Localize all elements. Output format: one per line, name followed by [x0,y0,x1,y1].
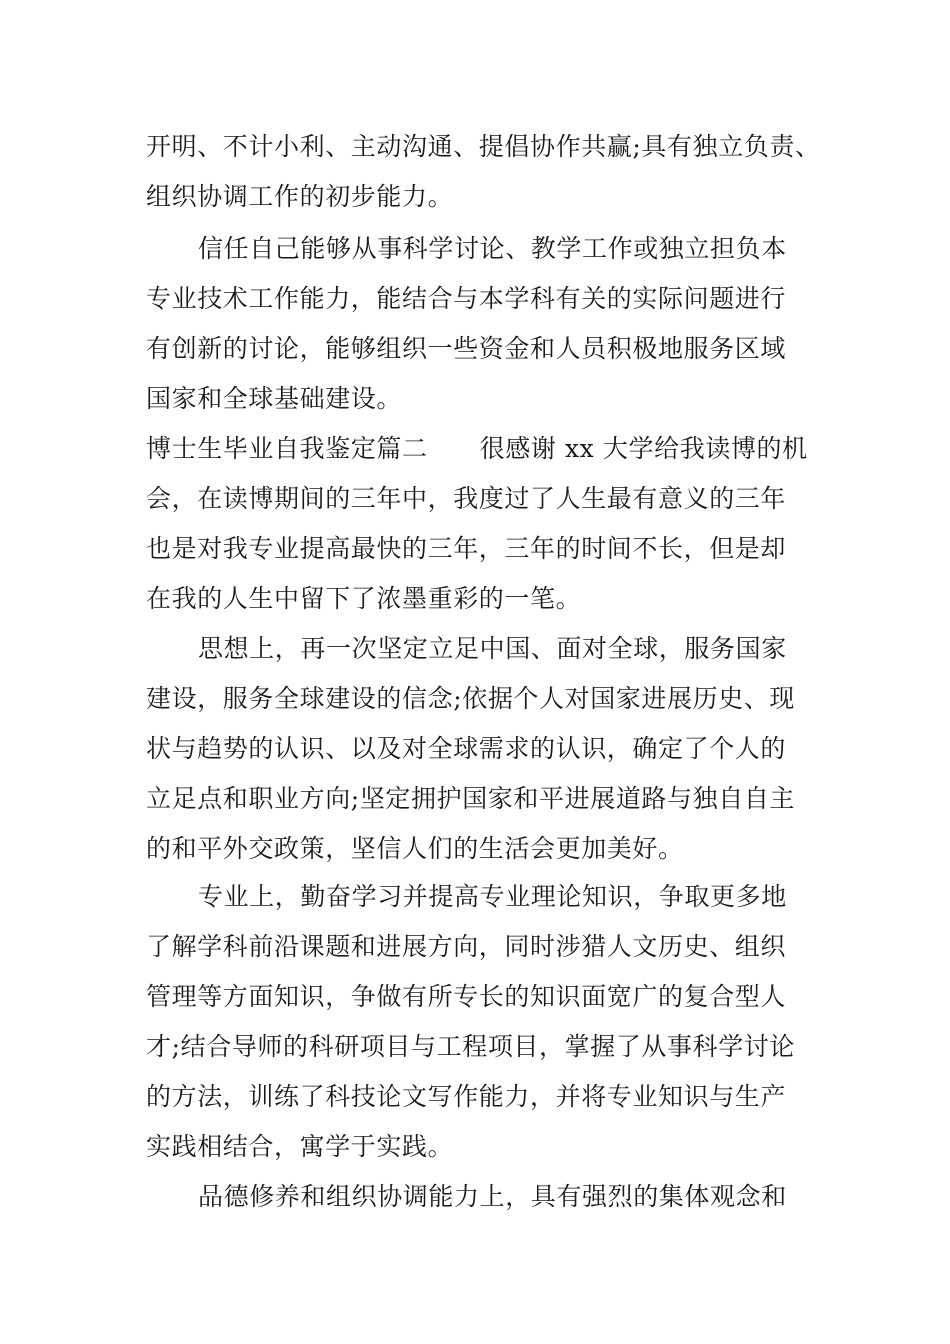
section-heading-line [146,432,808,466]
text-line: 组织协调工作的初步能力。 [146,182,454,211]
paragraph-start: 专业上，勤奋学习并提高专业理论知识，争取更多地 [198,882,787,911]
text-line: 才;结合导师的科研项目与工程项目，掌握了从事科学讨论 [146,1032,796,1061]
text-line: 开明、不计小利、主动沟通、提倡协作共赢;具有独立负责、 [146,132,821,161]
text-line: 管理等方面知识，争做有所专长的知识面宽广的复合型人 [146,982,787,1011]
paragraph-start: 思想上，再一次坚定立足中国、面对全球，服务国家 [198,634,787,663]
text-line: 的方法，训练了科技论文写作能力，并将专业知识与生产 [146,1082,787,1111]
text-line: 了解学科前沿课题和进展方向，同时涉猎人文历史、组织 [146,932,787,961]
section-first-line: 很感谢 xx 大学给我读博的机 [479,434,808,463]
text-line: 实践相结合，寓学于实践。 [146,1132,454,1161]
text-line: 的和平外交政策，坚信人们的生活会更加美好。 [146,834,684,863]
text-line: 立足点和职业方向;坚定拥护国家和平进展道路与独自自主 [146,784,796,813]
text-line: 会，在读博期间的三年中，我度过了人生最有意义的三年 [146,484,787,513]
text-line: 专业技术工作能力，能结合与本学科有关的实际问题进行 [146,284,787,313]
text-line: 也是对我专业提高最快的三年，三年的时间不长，但是却 [146,534,787,563]
paragraph-start: 信任自己能够从事科学讨论、教学工作或独立担负本 [198,234,787,263]
text-line: 国家和全球基础建设。 [146,384,403,413]
text-line: 建设，服务全球建设的信念;依据个人对国家进展历史、现 [146,684,796,713]
section-heading: 博士生毕业自我鉴定篇二 [146,434,428,463]
text-line: 有创新的讨论，能够组织一些资金和人员积极地服务区域 [146,334,787,363]
paragraph-start: 品德修养和组织协调能力上，具有强烈的集体观念和 [198,1182,787,1211]
text-line: 状与趋势的认识、以及对全球需求的认识，确定了个人的 [146,734,787,763]
text-line: 在我的人生中留下了浓墨重彩的一笔。 [146,584,582,613]
